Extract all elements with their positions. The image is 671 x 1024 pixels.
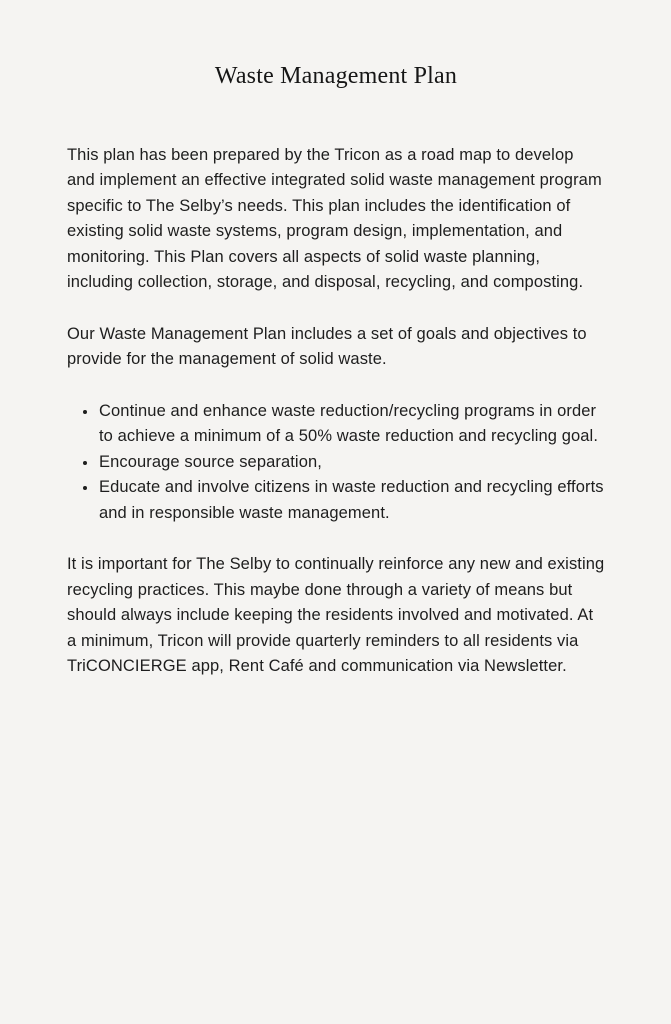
paragraph-intro: This plan has been prepared by the Tricon as a road map to develop and implement an effective integrated solid waste management program specific to The Selby’s needs. This plan includes the identification of existing solid waste systems, program design, implementation, and monitoring. This Plan covers all aspects of solid waste planning, including collection, storage, and disposal, recycling, and composting. bbox=[67, 145, 602, 292]
list-item-source-separation: • Encourage source separation, bbox=[98, 450, 605, 476]
paragraph-reinforce: It is important for The Selby to continually reinforce any new and existing recycling practices. This maybe done through a variety of means but should always include keeping the residents involved and motivated. At a minimum, Tricon will provide quarterly reminders to all residents via TriCONCIERGE app, Rent Café and communication via Newsletter. bbox=[67, 555, 605, 676]
bullet-list bbox=[67, 399, 605, 527]
paragraph-goals: Our Waste Management Plan includes a set of goals and objectives to provide for the management of solid waste. bbox=[67, 324, 587, 369]
list-item-educate-citizens: • Educate and involve citizens in waste reduction and recycling efforts and in responsible waste management. bbox=[98, 475, 605, 526]
list-item-waste-reduction: • Continue and enhance waste reduction/recycling programs in order to achieve a minimum of a 50% waste reduction and recycling goal. bbox=[98, 399, 605, 450]
page-title: Waste Management Plan bbox=[214, 63, 458, 89]
